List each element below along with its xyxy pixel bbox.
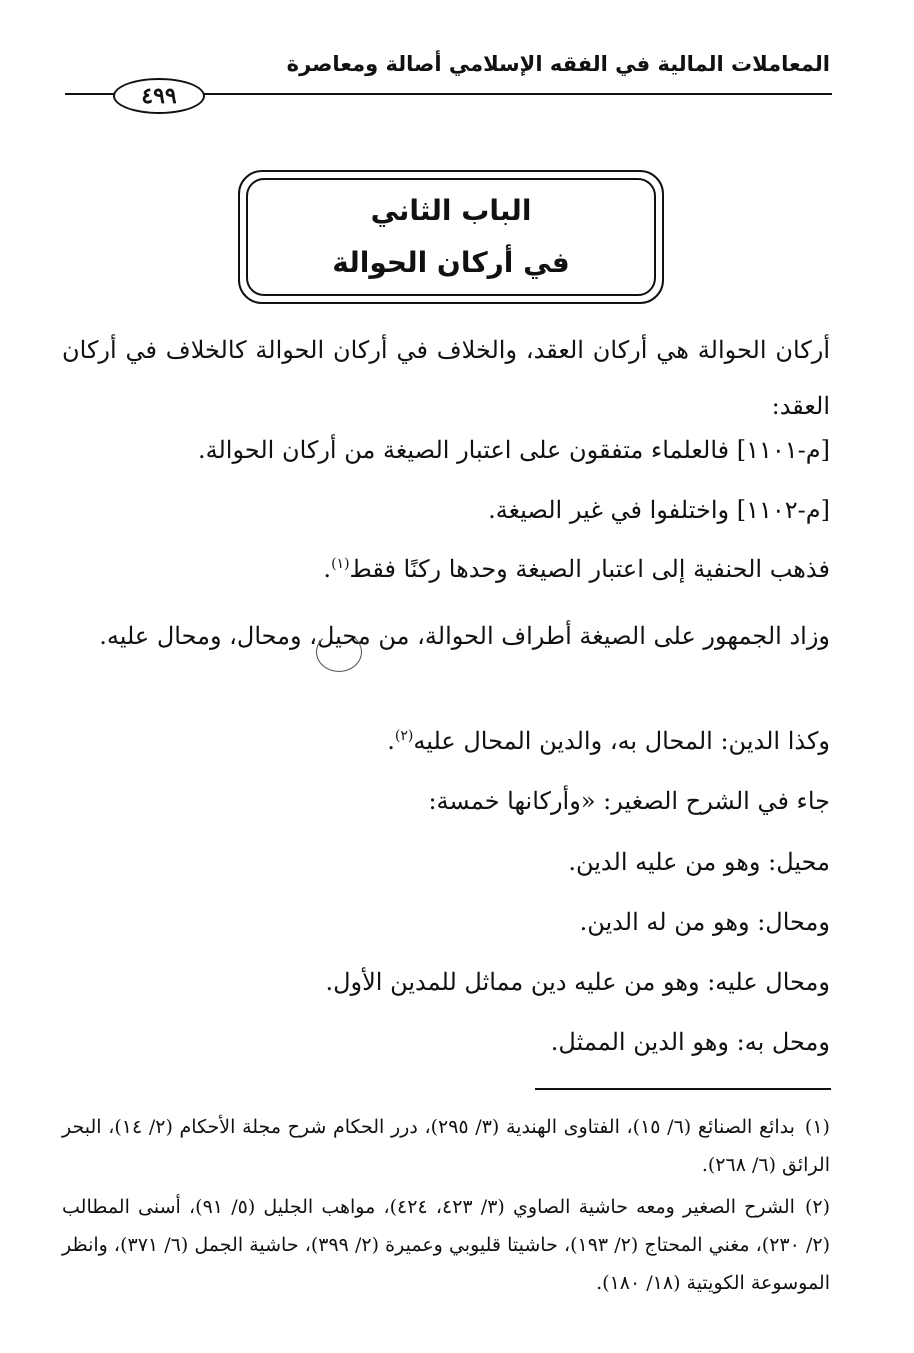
footnote-2-number: (٢) <box>804 1196 830 1218</box>
debts-end: . <box>387 727 395 755</box>
paragraph-debts <box>387 727 830 755</box>
hanafi-end: . <box>323 555 332 583</box>
footnote-1 <box>62 1108 830 1184</box>
paragraph-mahal-bih: ومحل به: وهو الدين الممثل. <box>550 1028 830 1056</box>
footnote-1-number: (١) <box>804 1116 830 1138</box>
footnote-2 <box>62 1188 830 1302</box>
pencil-mark <box>316 632 362 672</box>
footnote-1-text: بدائع الصنائع (٦/ ١٥)، الفتاوى الهندية (٣/ ٢٩٥)، درر الحكام شرح مجلة الأحكام (٢/ ١٤)، البحر الرائق (٦/ ٢٦٨). <box>62 1116 830 1176</box>
footnote-separator <box>535 1088 831 1090</box>
debts-text: وكذا الدين: المحال به، والدين المحال عليه <box>413 727 830 755</box>
paragraph-quote-intro: جاء في الشرح الصغير: «وأركانها خمسة: <box>428 787 830 815</box>
paragraph-hanafi <box>323 555 830 583</box>
paragraph-muhal-alayh: ومحال عليه: وهو من عليه دين مماثل للمدين الأول. <box>325 968 830 996</box>
paragraph-muhal: ومحال: وهو من له الدين. <box>579 908 830 936</box>
chapter-subtitle: في أركان الحوالة <box>332 246 570 279</box>
paragraph-majority: وزاد الجمهور على الصيغة أطراف الحوالة، من محيل، ومحال، ومحال عليه. <box>99 622 830 650</box>
chapter-title-inner-frame <box>246 178 656 296</box>
footnote-2-text: الشرح الصغير ومعه حاشية الصاوي (٣/ ٤٢٣، ٤٢٤)، مواهب الجليل (٥/ ٩١)، أسنى المطالب (٢/ ٢٣٠)، مغني المحتاج (٢/ ١٩٣)، حاشيتا قليوبي وعميرة (٢/ ٣٩٩)، حاشية الجمل (٦/ ٣٧١)، وانظر الموسوعة الكويتية (١٨/ ١٨٠). <box>62 1196 831 1294</box>
chapter-title: الباب الثاني <box>370 194 532 227</box>
paragraph-issue-1102: [م-١١٠٢] واختلفوا في غير الصيغة. <box>488 496 830 524</box>
paragraph-issue-1101: [م-١١٠١] فالعلماء متفقون على اعتبار الصيغة من أركان الحوالة. <box>197 436 830 464</box>
running-title: المعاملات المالية في الفقه الإسلامي أصالة ومعاصرة <box>286 52 830 76</box>
paragraph-intro: أركان الحوالة هي أركان العقد، والخلاف في أركان الحوالة كالخلاف في أركان العقد: <box>62 336 831 420</box>
paragraph-muhil: محيل: وهو من عليه الدين. <box>568 848 830 876</box>
chapter-title-frame <box>238 170 664 304</box>
footnote-ref-2: (٢) <box>394 728 414 744</box>
footnote-ref-1: (١) <box>331 556 350 572</box>
page-number: ٤٩٩ <box>113 78 205 114</box>
hanafi-text: فذهب الحنفية إلى اعتبار الصيغة وحدها ركنًا فقط <box>349 555 830 583</box>
